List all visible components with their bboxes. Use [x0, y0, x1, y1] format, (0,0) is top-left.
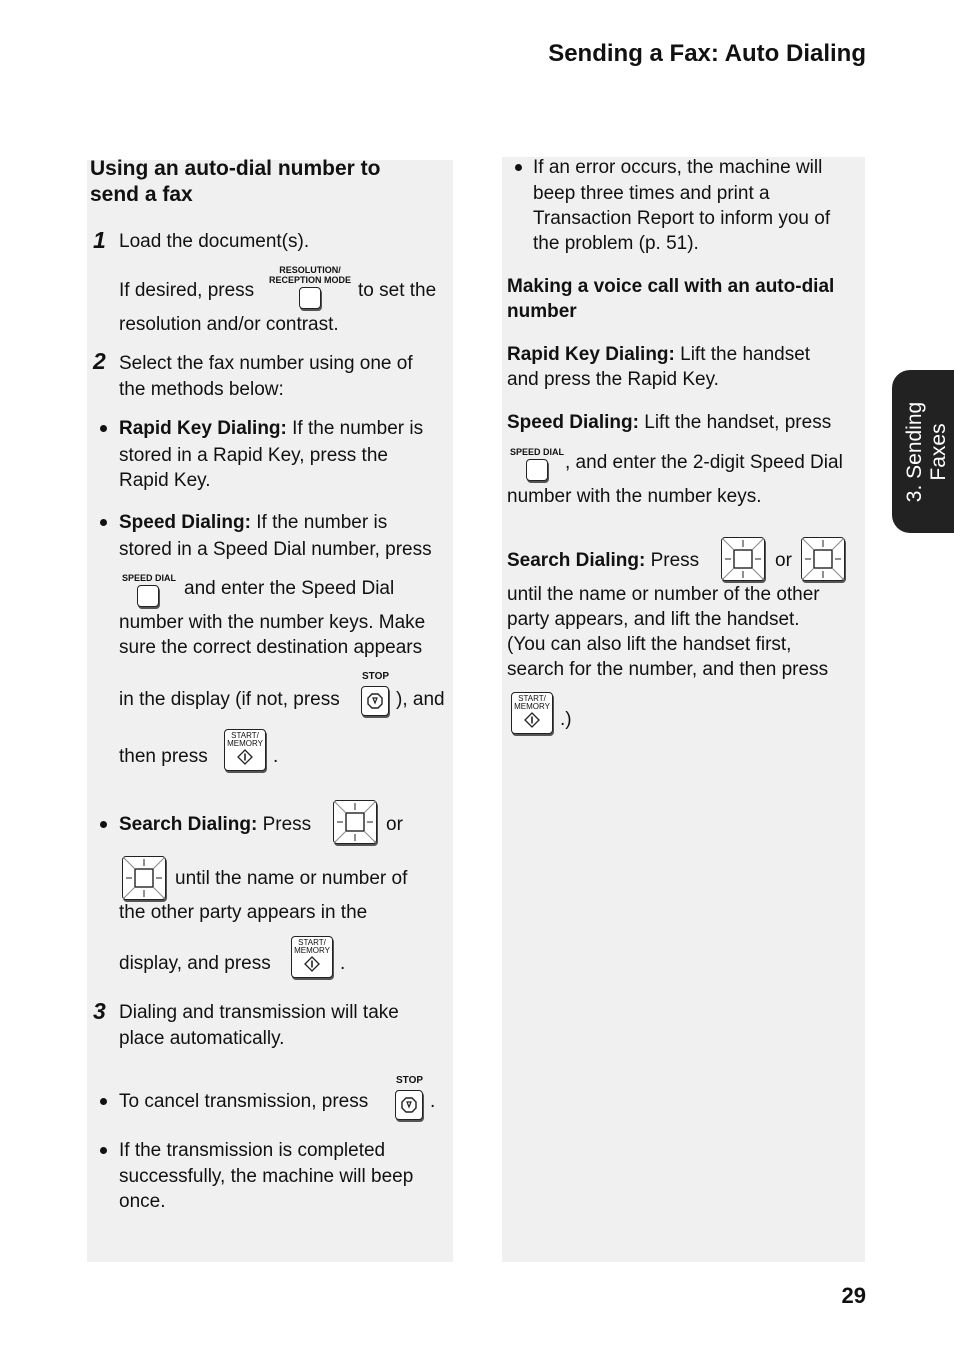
step-number-1: 1 [93, 227, 106, 253]
stop-key-icon [361, 686, 389, 716]
chapter-side-tab[interactable] [892, 370, 954, 533]
stop-key-icon [395, 1090, 423, 1120]
right-rapid-line2: and press the Rapid Key. [507, 369, 719, 390]
speed-dial-key-label: SPEED DIAL [510, 447, 565, 457]
search-dial-line2: until the name or number of [175, 868, 408, 889]
search-down-key-icon [801, 537, 845, 581]
right-search-line4: (You can also lift the handset first, [507, 634, 792, 655]
tab-label-line2: Faxes [927, 422, 950, 481]
step1-to-set: to set the [358, 280, 437, 301]
speed-dial-line7a: then press [119, 746, 208, 767]
rapid-key-line3: Rapid Key. [119, 470, 211, 491]
search-dial-line3: the other party appears in the [119, 902, 368, 923]
completed-line2: successfully, the machine will beep [119, 1166, 414, 1187]
start-memory-key-icon: START/ MEMORY [511, 692, 553, 734]
step-number-2: 2 [93, 348, 106, 374]
bullet-icon [100, 1147, 107, 1154]
bullet-icon [515, 164, 522, 171]
start-memory-key-icon: START/ MEMORY [224, 729, 266, 771]
speed-dial-key-label: SPEED DIAL [122, 573, 177, 583]
step2-line2: the methods below: [119, 379, 284, 400]
search-dial-line4b: . [340, 953, 346, 974]
right-search-line5: search for the number, and then press [507, 659, 829, 680]
rapid-key-line1: Rapid Key Dialing: If the number is [119, 418, 424, 439]
error-line3: Transaction Report to inform you of [533, 208, 831, 229]
step1-text: Load the document(s). [119, 231, 310, 252]
speed-dial-line3: and enter the Speed Dial [184, 578, 395, 599]
completed-line1: If the transmission is completed [119, 1140, 386, 1161]
right-search-or: or [775, 550, 792, 571]
tab-label-line1: 3. Sending [903, 401, 926, 502]
speed-dial-line4: number with the number keys. Make [119, 612, 426, 633]
speed-dial-line6a: in the display (if not, press [119, 689, 340, 710]
right-speed-line2: , and enter the 2-digit Speed Dial [565, 452, 843, 473]
right-search-end: .) [560, 709, 572, 730]
rapid-key-line2: stored in a Rapid Key, press the [119, 445, 388, 466]
search-down-key-icon [122, 856, 166, 900]
search-dial-line1: Search Dialing: Press [119, 814, 312, 835]
search-dial-or: or [386, 814, 403, 835]
speed-dial-key-icon [526, 459, 548, 481]
start-memory-key-icon: START/ MEMORY [291, 936, 333, 978]
voice-call-heading-line1: Making a voice call with an auto-dial [507, 276, 835, 297]
right-search-line2: until the name or number of the other [507, 584, 820, 605]
speed-dial-line7b: . [273, 746, 279, 767]
bullet-icon [100, 821, 107, 828]
speed-dial-line6b: ), and [396, 689, 445, 710]
step1-resolution: resolution and/or contrast. [119, 314, 339, 335]
right-speed-line3: number with the number keys. [507, 486, 762, 507]
search-up-key-icon [333, 800, 377, 844]
stop-key-label: STOP [362, 671, 390, 682]
resolution-reception-mode-key-icon [299, 287, 321, 309]
speed-dial-key-icon [137, 585, 159, 607]
speed-dial-line5: sure the correct destination appears [119, 637, 423, 658]
bullet-icon [100, 425, 107, 432]
right-speed-line1: Speed Dialing: Lift the handset, press [507, 412, 832, 433]
cancel-end: . [430, 1091, 436, 1112]
step3-line2: place automatically. [119, 1028, 285, 1049]
page-number: 29 [841, 1283, 866, 1308]
completed-line3: once. [119, 1191, 166, 1212]
page-header-title: Sending a Fax: Auto Dialing [548, 40, 866, 67]
bullet-icon [100, 519, 107, 526]
cancel-text: To cancel transmission, press [119, 1091, 369, 1112]
error-line2: beep three times and print a [533, 183, 770, 204]
search-dial-line4a: display, and press [119, 953, 271, 974]
speed-dial-line1: Speed Dialing: If the number is [119, 512, 388, 533]
error-line1: If an error occurs, the machine will [533, 157, 823, 178]
right-search-line3: party appears, and lift the handset. [507, 609, 800, 630]
stop-key-label: STOP [396, 1075, 424, 1086]
speed-dial-line2: stored in a Speed Dial number, press [119, 539, 432, 560]
section-heading: Using an auto-dial number to send a fax [90, 157, 381, 206]
error-line4: the problem (p. 51). [533, 233, 699, 254]
resolution-key-label: RESOLUTION/ RECEPTION MODE [268, 265, 351, 285]
step2-line1: Select the fax number using one of [119, 353, 413, 374]
step1-if-desired: If desired, press [119, 280, 255, 301]
voice-call-heading-line2: number [507, 301, 577, 322]
bullet-icon [100, 1098, 107, 1105]
right-rapid-line1: Rapid Key Dialing: Lift the handset [507, 344, 811, 365]
search-up-key-icon [721, 537, 765, 581]
step-number-3: 3 [93, 998, 106, 1024]
right-search-line1: Search Dialing: Press [507, 550, 700, 571]
step3-line1: Dialing and transmission will take [119, 1002, 399, 1023]
